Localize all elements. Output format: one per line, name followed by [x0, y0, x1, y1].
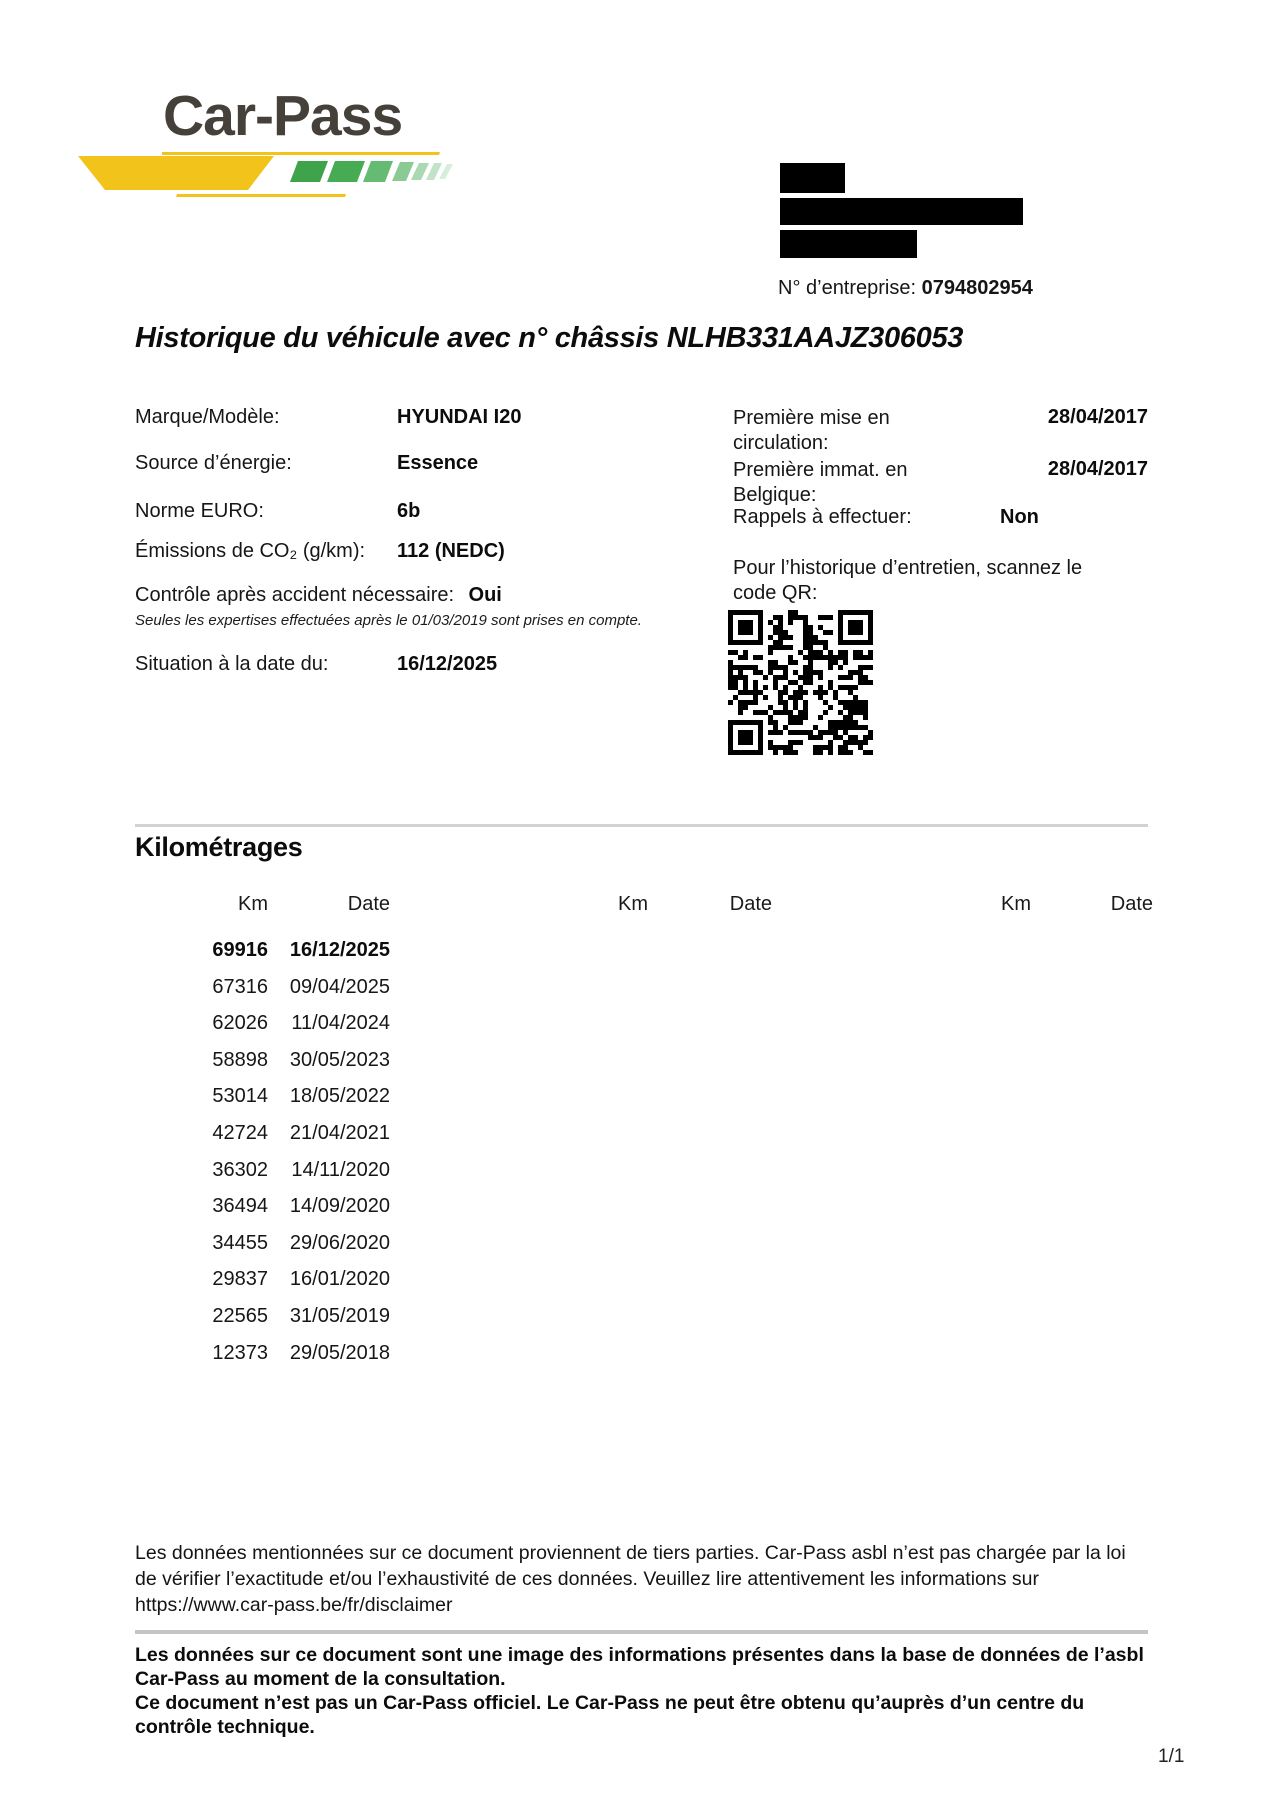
date-value: 11/04/2024: [291, 1012, 390, 1035]
value-marque-modele: HYUNDAI I20: [397, 406, 522, 428]
mileage-row: [138, 1188, 390, 1225]
date-value: 09/04/2025: [289, 975, 390, 998]
col-header-date: Date: [1110, 893, 1153, 915]
mileage-row: [138, 1005, 390, 1042]
mileage-row: [138, 1225, 390, 1262]
footer-notice: [135, 1643, 1151, 1739]
value-source-energie: Essence: [397, 452, 479, 474]
company-number-value: 0794802954: [921, 277, 1033, 299]
label-situation-date: Situation à la date du:: [135, 653, 329, 675]
mileage-row: [138, 1042, 390, 1079]
company-number-line: [778, 277, 1033, 300]
date-value: 21/04/2021: [289, 1121, 390, 1144]
value-premiere-immat: 28/04/2017: [1047, 458, 1148, 480]
label-rappels: Rappels à effectuer:: [733, 506, 912, 528]
redaction-bar: [780, 198, 1023, 225]
date-value: 14/11/2020: [291, 1158, 390, 1181]
col-header-date: Date: [729, 893, 772, 915]
footer-divider: [135, 1630, 1148, 1634]
value-rappels: Non: [1000, 506, 1039, 528]
date-value: 30/05/2023: [289, 1048, 390, 1071]
km-value: 58898: [212, 1048, 268, 1071]
car-pass-logo-swoosh-icon: [62, 148, 457, 203]
label-premiere-immat: Première immat. en Belgique:: [733, 459, 908, 506]
date-value: 29/05/2018: [289, 1341, 390, 1364]
label-premiere-mise-circulation: Première mise en circulation:: [733, 407, 890, 454]
row-controle-accident: [135, 584, 502, 607]
label-source-energie: Source d’énergie:: [135, 452, 292, 474]
mileage-row: [138, 1261, 390, 1298]
date-value: 18/05/2022: [289, 1085, 390, 1108]
date-value: 14/09/2020: [289, 1195, 390, 1218]
page-title: Historique du véhicule avec n° châssis NLHB331AAJZ306053: [135, 322, 964, 354]
date-value: 29/06/2020: [289, 1231, 390, 1254]
col-header-date: Date: [347, 893, 390, 915]
col-header-km: Km: [238, 893, 268, 915]
value-premiere-mise-circulation: 28/04/2017: [1047, 406, 1148, 428]
value-norme-euro: 6b: [397, 500, 421, 522]
section-divider: [135, 824, 1148, 827]
km-value: 12373: [212, 1341, 268, 1364]
mileage-table: [138, 932, 390, 1371]
km-value: 22565: [212, 1304, 268, 1327]
label-marque-modele: Marque/Modèle:: [135, 406, 280, 428]
company-number-label: N° d’entreprise:: [778, 277, 917, 299]
mileage-section-heading: Kilométrages: [135, 832, 303, 862]
date-value: 16/12/2025: [289, 939, 390, 961]
redaction-bar: [780, 163, 845, 193]
mileage-row: [138, 1298, 390, 1335]
mileage-table-header: [138, 893, 1153, 917]
km-value: 69916: [212, 939, 268, 961]
value-situation-date: 16/12/2025: [397, 653, 498, 675]
mileage-row: [138, 1078, 390, 1115]
mileage-row: [138, 932, 390, 969]
km-value: 36494: [212, 1195, 268, 1218]
page-number: 1/1: [1158, 1746, 1185, 1767]
mileage-row: [138, 1115, 390, 1152]
mileage-row: [138, 1152, 390, 1189]
km-value: 53014: [212, 1085, 268, 1108]
col-header-km: Km: [1001, 893, 1031, 915]
date-value: 16/01/2020: [289, 1268, 390, 1291]
qr-code: [728, 610, 873, 755]
car-pass-logo-text: Car-Pass: [163, 84, 403, 148]
km-value: 29837: [212, 1268, 268, 1291]
mileage-row: [138, 1335, 390, 1372]
mileage-row: [138, 969, 390, 1006]
date-value: 31/05/2019: [289, 1304, 390, 1327]
km-value: 36302: [212, 1158, 268, 1181]
footer-notice-line2: Ce document n’est pas un Car-Pass officiel. Le Car-Pass ne peut être obtenu qu’auprès d’un centre du contrôle technique.: [135, 1692, 1085, 1738]
label-norme-euro: Norme EURO:: [135, 500, 264, 522]
value-controle-accident: Oui: [468, 584, 502, 606]
value-emissions-co2: 112 (NEDC): [397, 540, 505, 562]
col-header-km: Km: [618, 893, 648, 915]
km-value: 42724: [212, 1121, 268, 1144]
footer-notice-line1: Les données sur ce document sont une image des informations présentes dans la base de données de l’asbl Car-Pass au moment de la consultation.: [135, 1644, 1144, 1690]
redaction-bar: [780, 230, 917, 258]
km-value: 34455: [212, 1231, 268, 1254]
accident-note: Seules les expertises effectuées après le 01/03/2019 sont prises en compte.: [135, 612, 642, 629]
km-value: 62026: [212, 1012, 268, 1035]
label-emissions-co2: Émissions de CO₂ (g/km):: [135, 540, 366, 562]
disclaimer-text: Les données mentionnées sur ce document proviennent de tiers parties. Car-Pass asbl n’est pas chargée par la loi de vérifier l’exactitude et/ou l’exhaustivité de ces données. Veuillez lire attentivement les informations sur https://www.car-pass.be/fr/disclaimer: [135, 1542, 1126, 1616]
qr-caption: Pour l’historique d’entretien, scannez le code QR:: [733, 557, 1083, 604]
label-controle-accident: Contrôle après accident nécessaire:: [135, 584, 455, 606]
km-value: 67316: [212, 975, 268, 998]
